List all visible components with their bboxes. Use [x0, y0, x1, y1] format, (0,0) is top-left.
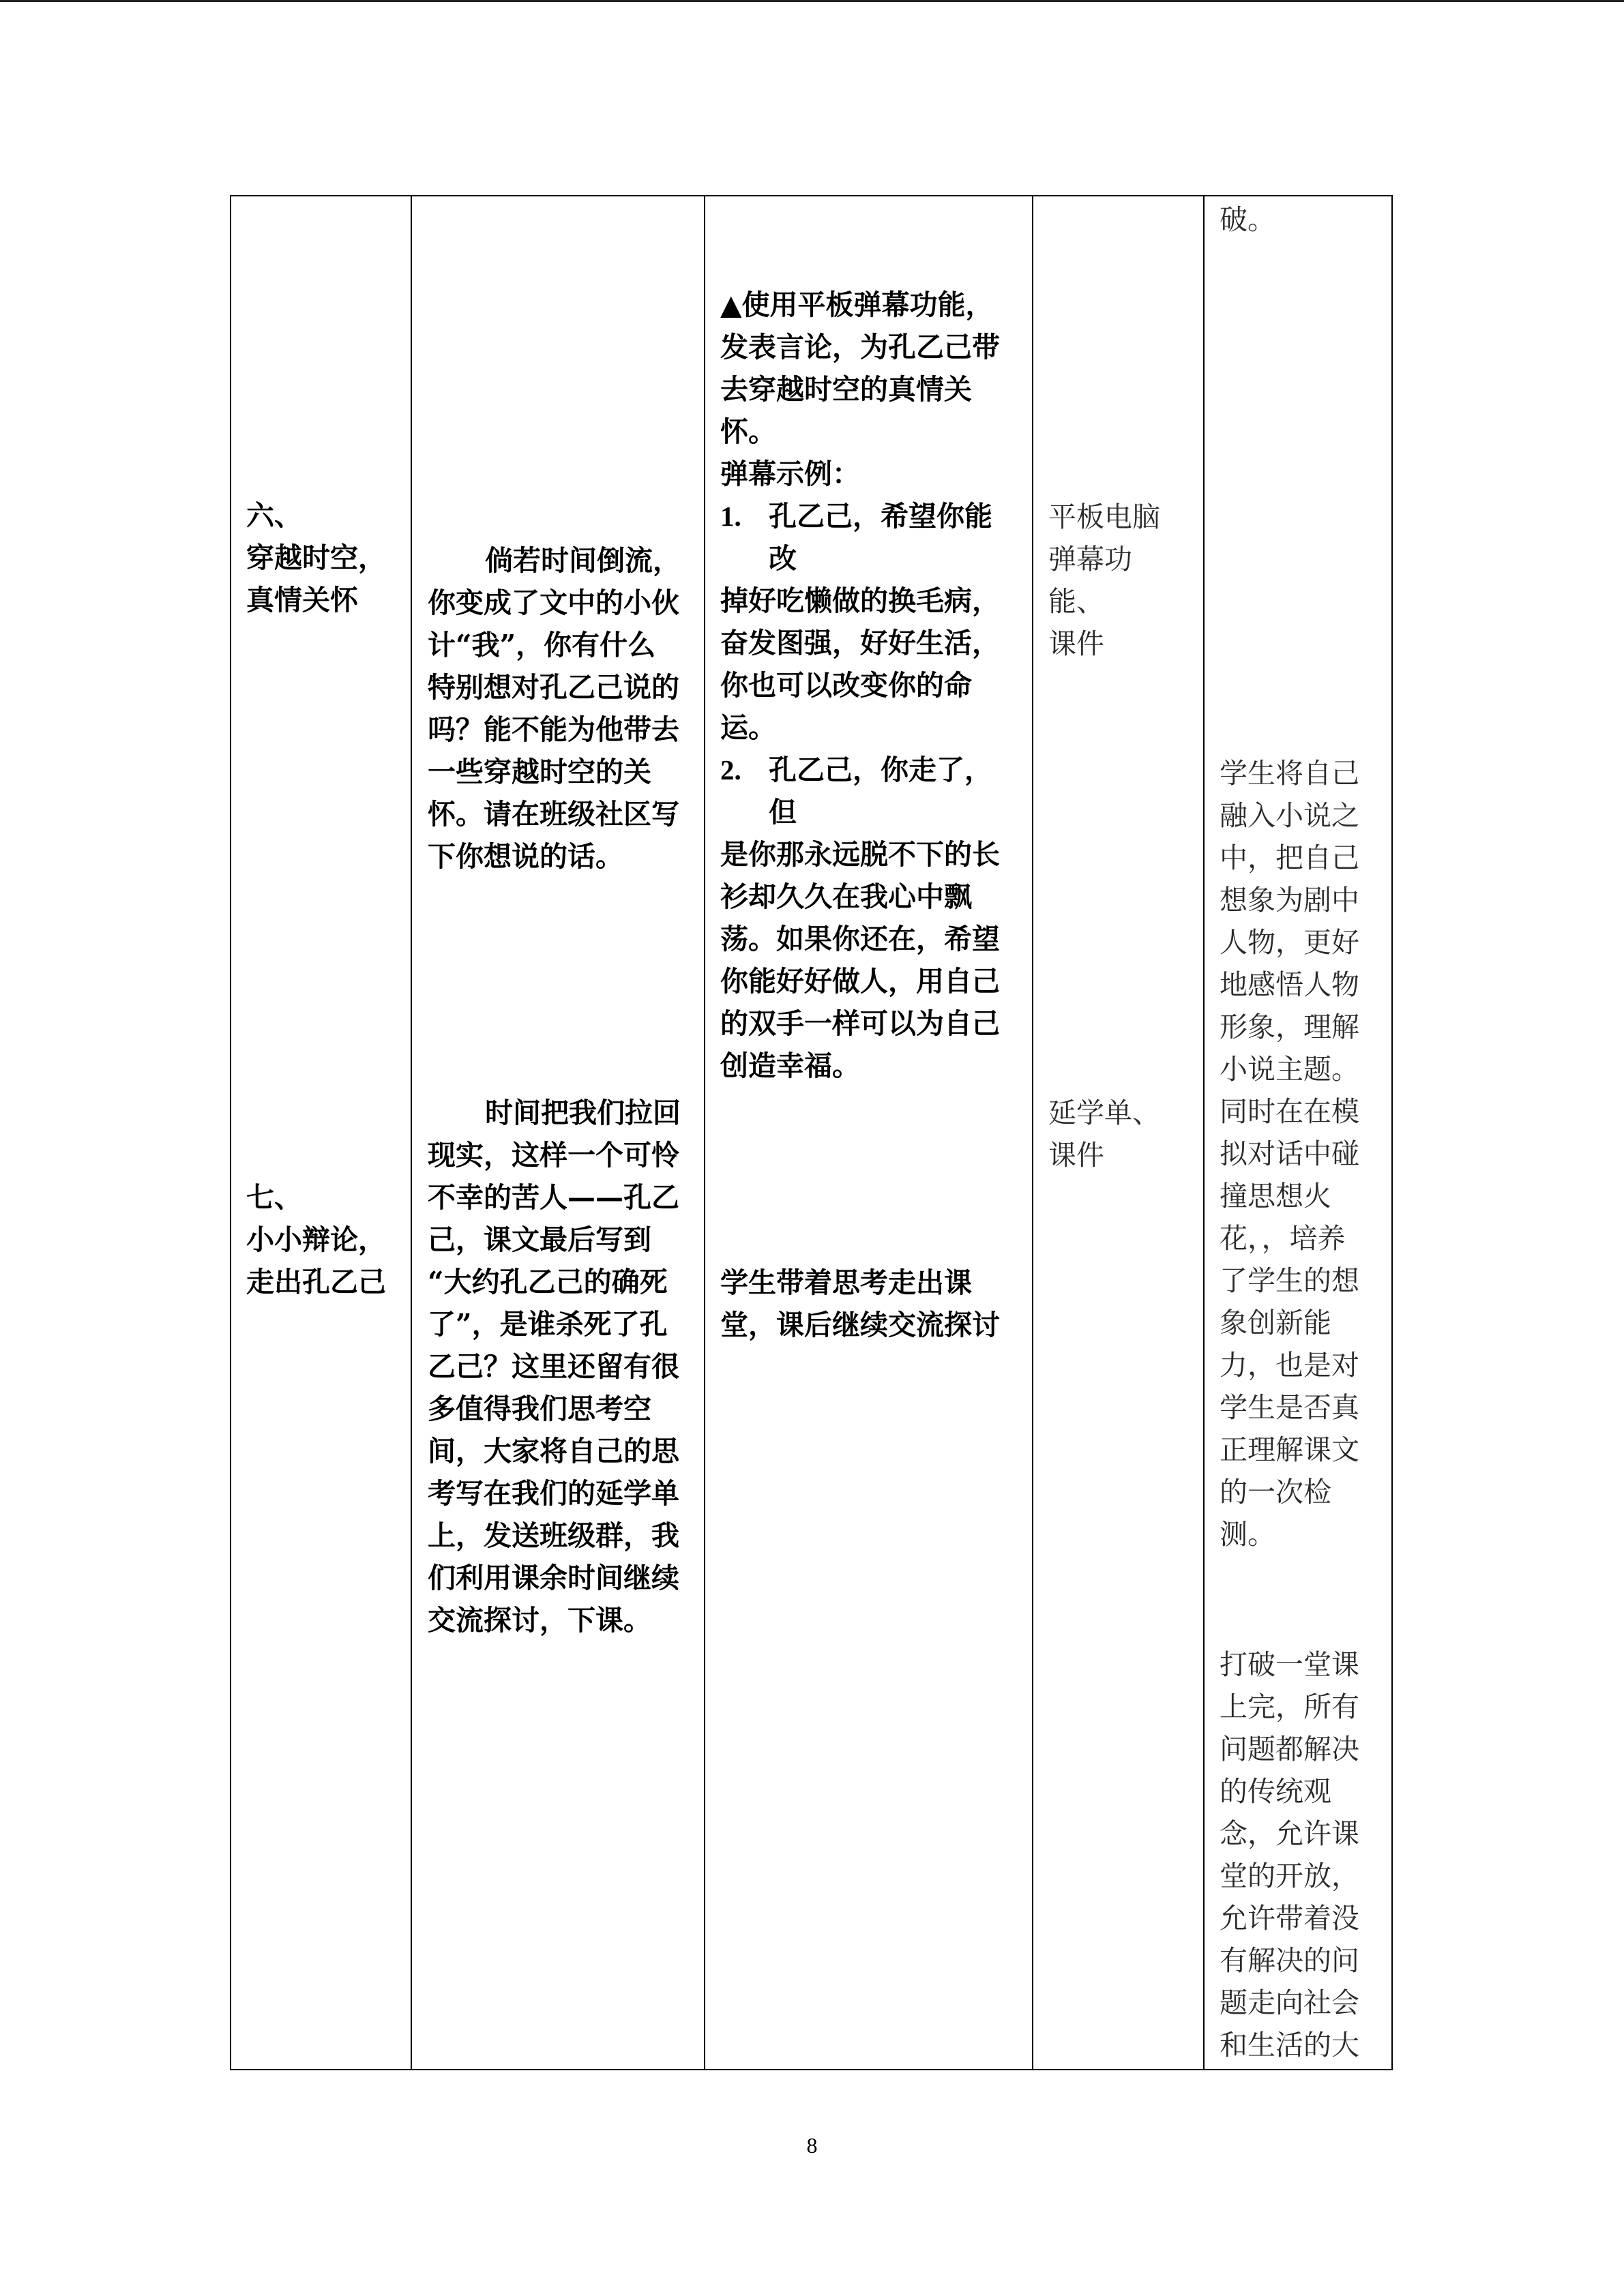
danmu-example-continuation [720, 580, 1000, 749]
stage-title-line: 真情关怀 [246, 584, 358, 616]
design-intent-line: 题走向社会 [1220, 1986, 1359, 2019]
student-activity-line: 奋发图强，好好生活， [720, 627, 1000, 659]
student-activity-line: 荡。如果你还在，希望 [720, 923, 1000, 955]
student-activity-line: 你能好好做人，用自己 [720, 965, 1000, 998]
teacher-activity-line: 间，大家将自己的思 [428, 1435, 679, 1467]
danmu-example-text [720, 495, 1000, 580]
design-intent-line: 地感悟人物 [1220, 968, 1359, 1001]
teacher-activity-line: “大约孔乙己的确死 [428, 1266, 668, 1298]
design-intent-line: 上完，所有 [1220, 1690, 1359, 1723]
design-intent-line: 念，允许课 [1220, 1817, 1359, 1850]
student-activity-line: 衫却久久在我心中飘 [720, 880, 972, 913]
teacher-activity-line: 上，发送班级群，我 [428, 1519, 679, 1552]
teacher-activity-line: 倘若时间倒流， [485, 544, 681, 577]
design-intent-line: 正理解课文 [1220, 1433, 1359, 1466]
design-intent-line: 了学生的想 [1220, 1264, 1359, 1297]
teacher-activity-six [428, 539, 681, 878]
student-activity-line: 掉好吃懒做的换毛病， [720, 584, 1000, 617]
page-number: 8 [806, 2133, 818, 2158]
student-activity-line: 的双手一样可以为自己 [720, 1007, 1000, 1040]
design-intent-line: 力，也是对 [1220, 1349, 1359, 1382]
student-activity-line: 弹幕示例： [720, 458, 860, 490]
design-intent-line: 堂的开放， [1220, 1860, 1359, 1892]
design-intent-line: 学生将自己 [1220, 757, 1359, 790]
teacher-activity-line: 计“我”，你有什么 [428, 629, 656, 661]
student-activity-line: 学生带着思考走出课 [720, 1266, 972, 1299]
column-divider [411, 195, 412, 2070]
design-intent-line: 的传统观 [1220, 1775, 1331, 1808]
design-intent-line: 融入小说之 [1220, 799, 1359, 832]
student-activity-intro [720, 284, 1000, 495]
design-intent-line: 人物，更好 [1220, 926, 1359, 959]
resource-line: 能、 [1048, 585, 1104, 618]
design-intent-line: 问题都解决 [1220, 1733, 1359, 1765]
student-activity-line: 运。 [720, 711, 776, 744]
student-activity-line: 去穿越时空的真情关 [720, 373, 972, 406]
design-intent-line: 小说主题。 [1220, 1053, 1359, 1086]
list-marker: 2. [720, 754, 741, 786]
resources-six [1048, 496, 1160, 665]
design-intent-line: 测。 [1220, 1518, 1275, 1551]
resources-seven [1048, 1092, 1160, 1176]
design-intent-continued [1220, 198, 1275, 241]
design-intent-line: 有解决的问 [1220, 1944, 1359, 1977]
teacher-activity-line: 交流探讨，下课。 [428, 1604, 651, 1637]
stage-cell-seven [246, 1176, 386, 1303]
teacher-activity-line: 现实，这样一个可怜 [428, 1139, 679, 1172]
design-intent-line: 象创新能 [1220, 1307, 1331, 1339]
teacher-activity-line: 多值得我们思考空 [428, 1392, 651, 1425]
student-activity-line: 改 [769, 542, 797, 575]
stage-title-line: 七、 [246, 1181, 302, 1214]
design-intent-line: 撞思想火 [1220, 1180, 1331, 1212]
stage-title-line: 六、 [246, 499, 302, 532]
student-activity-line: 堂，课后继续交流探讨 [720, 1309, 1000, 1341]
list-marker: 1. [720, 501, 741, 532]
teacher-activity-line: 不幸的苦人——孔乙 [428, 1181, 679, 1214]
teacher-activity-line: 怀。请在班级社区写 [428, 798, 679, 831]
student-activity-line: ▲使用平板弹幕功能， [720, 288, 994, 321]
student-activity-line: 是你那永远脱不下的长 [720, 838, 1000, 871]
danmu-example-text [720, 749, 1000, 833]
teacher-activity-line: 们利用课余时间继续 [428, 1562, 679, 1594]
student-activity-line: 你也可以改变你的命 [720, 669, 972, 702]
danmu-example-2 [720, 749, 1000, 833]
student-activity-seven [720, 1262, 1000, 1346]
resource-line: 延学单、 [1048, 1097, 1160, 1129]
design-intent-six [1220, 752, 1359, 1555]
design-intent-line: 形象，理解 [1220, 1011, 1359, 1043]
teacher-activity-line: 时间把我们拉回 [485, 1097, 681, 1129]
teacher-activity-line: 己，课文最后写到 [428, 1223, 651, 1256]
teacher-activity-line: 特别想对孔乙己说的 [428, 671, 679, 704]
page-top-edge [0, 0, 1624, 2]
stage-title-line: 小小辩论， [246, 1223, 386, 1256]
design-intent-line: 学生是否真 [1220, 1391, 1359, 1424]
teacher-activity-line: 了”，是谁杀死了孔 [428, 1308, 668, 1341]
design-intent-line: 允许带着没 [1220, 1902, 1359, 1935]
teacher-activity-line: 乙己？这里还留有很 [428, 1350, 679, 1383]
design-intent-line: 中，把自己 [1220, 841, 1359, 874]
student-activity-six [720, 284, 1000, 1087]
design-intent-line: 打破一堂课 [1220, 1648, 1359, 1681]
danmu-example-1 [720, 495, 1000, 580]
column-divider [704, 195, 705, 2070]
design-intent-seven [1220, 1643, 1359, 2066]
design-intent-line: 的一次检 [1220, 1476, 1331, 1508]
column-divider [1032, 195, 1033, 2070]
teacher-activity-line: 一些穿越时空的关 [428, 756, 651, 788]
student-activity-line: 孔乙己，你走了， [769, 754, 992, 786]
resource-line: 弹幕功 [1048, 543, 1132, 576]
danmu-example-continuation [720, 833, 1000, 1087]
student-activity-line: 怀。 [720, 415, 776, 448]
resource-line: 平板电脑 [1048, 501, 1160, 533]
resource-line: 课件 [1048, 627, 1104, 660]
teacher-activity-line: 下你想说的话。 [428, 840, 623, 873]
design-intent-line: 和生活的大 [1220, 2029, 1359, 2061]
teacher-activity-line: 考写在我们的延学单 [428, 1477, 679, 1510]
column-divider [1203, 195, 1205, 2070]
student-activity-line: 发表言论，为孔乙己带 [720, 331, 1000, 363]
stage-cell-six [246, 494, 386, 621]
teacher-activity-line: 吗？能不能为他带去 [428, 713, 679, 746]
design-intent-line: 花，，培养 [1220, 1222, 1346, 1255]
student-activity-line: 但 [769, 796, 797, 829]
design-intent-line: 同时在在模 [1220, 1095, 1359, 1128]
student-activity-line: 创造幸福。 [720, 1049, 860, 1082]
design-intent-line: 破。 [1220, 203, 1275, 236]
design-intent-line: 拟对话中碰 [1220, 1137, 1359, 1170]
stage-title-line: 穿越时空， [246, 541, 386, 574]
teacher-activity-seven [428, 1092, 681, 1641]
stage-title-line: 走出孔乙己 [246, 1266, 386, 1298]
student-activity-line: 孔乙己，希望你能 [769, 500, 992, 533]
resource-line: 课件 [1048, 1139, 1104, 1172]
teacher-activity-line: 你变成了文中的小伙 [428, 586, 679, 619]
design-intent-line: 想象为剧中 [1220, 884, 1359, 916]
